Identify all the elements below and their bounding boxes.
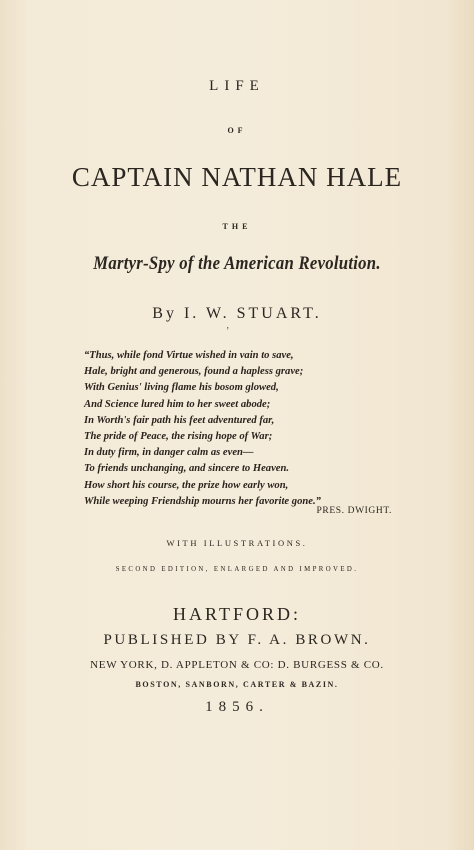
author-byline: By I. W. STUART. bbox=[152, 305, 322, 322]
poem-line: How short his course, the prize how early won, bbox=[84, 479, 289, 491]
imprint-city: HARTFORD: bbox=[173, 604, 301, 624]
poem-line: In Worth's fair path his feet adventured far, bbox=[84, 414, 275, 426]
poem-attribution: PRES. DWIGHT. bbox=[316, 506, 392, 516]
publication-year: 1856. bbox=[205, 699, 269, 715]
poem-line: While weeping Friendship mourns her favorite gone.” bbox=[84, 495, 321, 507]
of-label: OF bbox=[227, 126, 247, 135]
poem-line: “Thus, while fond Virtue wished in vain to save, bbox=[84, 350, 294, 361]
life-heading: LIFE bbox=[209, 78, 265, 94]
book-subtitle: Martyr-Spy of the American Revolution. bbox=[93, 253, 381, 274]
epigraph-poem bbox=[84, 348, 404, 510]
poem-line: And Science lured him to her sweet abode; bbox=[84, 398, 271, 410]
ink-mark: ʼ bbox=[226, 326, 230, 337]
poem-line: Hale, bright and generous, found a hapless grave; bbox=[84, 366, 304, 378]
poem-line: To friends unchanging, and sincere to Heaven. bbox=[84, 463, 290, 475]
publisher-line: PUBLISHED BY F. A. BROWN. bbox=[103, 632, 371, 648]
edition-note: SECOND EDITION, ENLARGED AND IMPROVED. bbox=[115, 566, 359, 573]
illustrations-note: WITH ILLUSTRATIONS. bbox=[166, 538, 308, 548]
new-york-agents: NEW YORK, D. APPLETON & CO: D. BURGESS & CO. bbox=[90, 659, 384, 671]
the-label: THE bbox=[222, 222, 252, 231]
poem-line: In duty firm, in danger calm as even— bbox=[84, 447, 254, 459]
boston-agents: BOSTON, SANBORN, CARTER & BAZIN. bbox=[135, 680, 339, 689]
poem-line: With Genius' living flame his bosom glowed, bbox=[84, 382, 279, 394]
poem-line: The pride of Peace, the rising hope of War; bbox=[84, 431, 273, 443]
book-title: CAPTAIN NATHAN HALE bbox=[71, 162, 403, 192]
